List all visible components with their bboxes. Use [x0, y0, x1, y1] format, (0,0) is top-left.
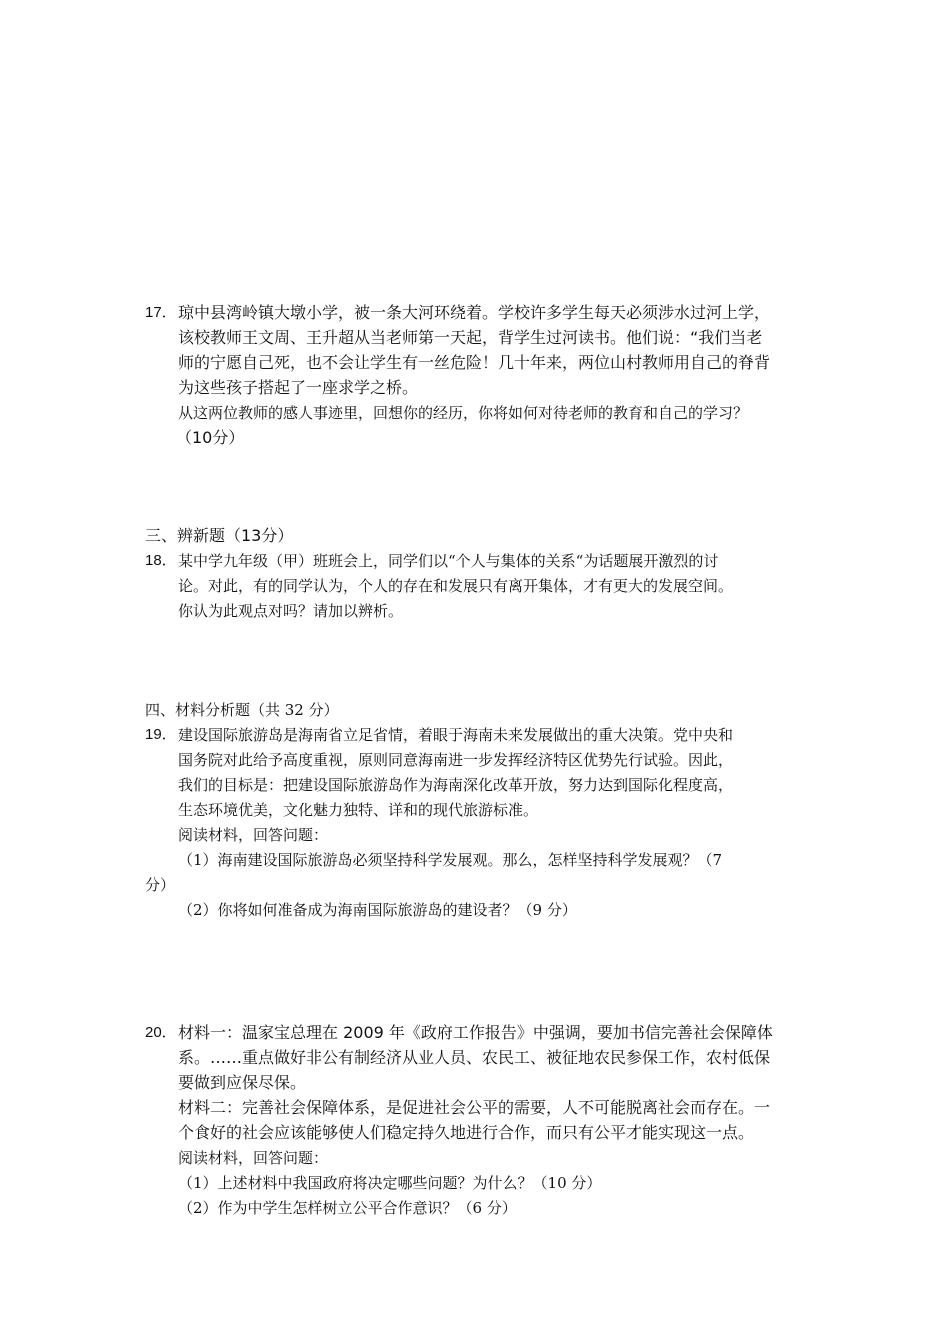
- q19-sub-question-1-line-1: （1）海南建设国际旅游岛必须坚持科学发展观。那么，怎样坚持科学发展观？（7: [178, 851, 723, 869]
- q20-sub-question-2: （2）作为中学生怎样树立公平合作意识？（6 分）: [178, 1199, 517, 1217]
- q20-sub-question-1: （1）上述材料中我国政府将决定哪些问题？为什么？（10 分）: [178, 1174, 602, 1192]
- q18-text-line-3: 你认为此观点对吗？请加以辨析。: [178, 602, 404, 620]
- q20-number: 20．: [145, 1024, 177, 1041]
- q19-text-line-3: 我们的目标是：把建设国际旅游岛作为海南深化改革开放，努力达到国际化程度高，: [178, 776, 734, 794]
- q20-material-2-line-1: 材料二：完善社会保障体系，是促进社会公平的需要，人不可能脱离社会而存在。一: [178, 1098, 771, 1117]
- section-3-heading: 三、辨新题（13分）: [145, 526, 294, 545]
- q20-instruction: 阅读材料，回答问题：: [178, 1149, 329, 1167]
- q20-material-1-line-3: 要做到应保尽保。: [178, 1073, 307, 1092]
- q17-text-line-2: 该校教师王文周、王升超从当老师第一天起，背学生过河读书。他们说：“我们当老: [178, 328, 763, 347]
- q17-text-line-4: 为这些孩子搭起了一座求学之桥。: [178, 378, 419, 397]
- q19-text-line-4: 生态环境优美，文化魅力独特、详和的现代旅游标准。: [178, 801, 539, 819]
- q17-question-line-1: 从这两位教师的感人事迹里，回想你的经历，你将如何对待老师的教育和自己的学习？: [178, 404, 749, 422]
- q19-instruction: 阅读材料，回答问题：: [178, 826, 329, 844]
- q20-material-1-line-1: 材料一：温家宝总理在 2009 年《政府工作报告》中强调，要加书信完善社会保障体: [178, 1023, 773, 1042]
- q18-text-line-2: 论。对此，有的同学认为，个人的存在和发展只有离开集体，才有更大的发展空间。: [178, 577, 734, 595]
- q20-material-1-line-2: 系。……重点做好非公有制经济从业人员、农民工、被征地农民参保工作，农村低保: [178, 1048, 771, 1067]
- q17-number: 17．: [145, 304, 177, 321]
- q18-text-line-1: 某中学九年级（甲）班班会上，同学们以“个人与集体的关系“为话题展开激烈的讨: [178, 552, 719, 570]
- q19-text-line-2: 国务院对此给予高度重视，原则同意海南进一步发挥经济特区优势先行试验。因此，: [178, 751, 734, 769]
- q17-text-line-1: 琼中县湾岭镇大墩小学，被一条大河环绕着。学校许多学生每天必须涉水过河上学，: [178, 303, 771, 322]
- section-4-heading: 四、材料分析题（共 32 分）: [145, 701, 339, 719]
- q19-text-line-1: 建设国际旅游岛是海南省立足省情，着眼于海南未来发展做出的重大决策。党中央和: [178, 726, 734, 744]
- q17-question-line-2: （10分）: [176, 428, 245, 447]
- q19-sub-question-1-line-2: 分）: [145, 876, 176, 894]
- q20-material-2-line-2: 个食好的社会应该能够使人们稳定持久地进行合作，而只有公平才能实现这一点。: [178, 1123, 755, 1142]
- q18-number: 18．: [145, 552, 177, 569]
- q19-number: 19．: [145, 726, 177, 743]
- q17-text-line-3: 师的宁愿自己死，也不会让学生有一丝危险！几十年来，两位山村教师用自己的脊背: [178, 353, 771, 372]
- q19-sub-question-2: （2）你将如何准备成为海南国际旅游岛的建设者？（9 分）: [178, 901, 577, 919]
